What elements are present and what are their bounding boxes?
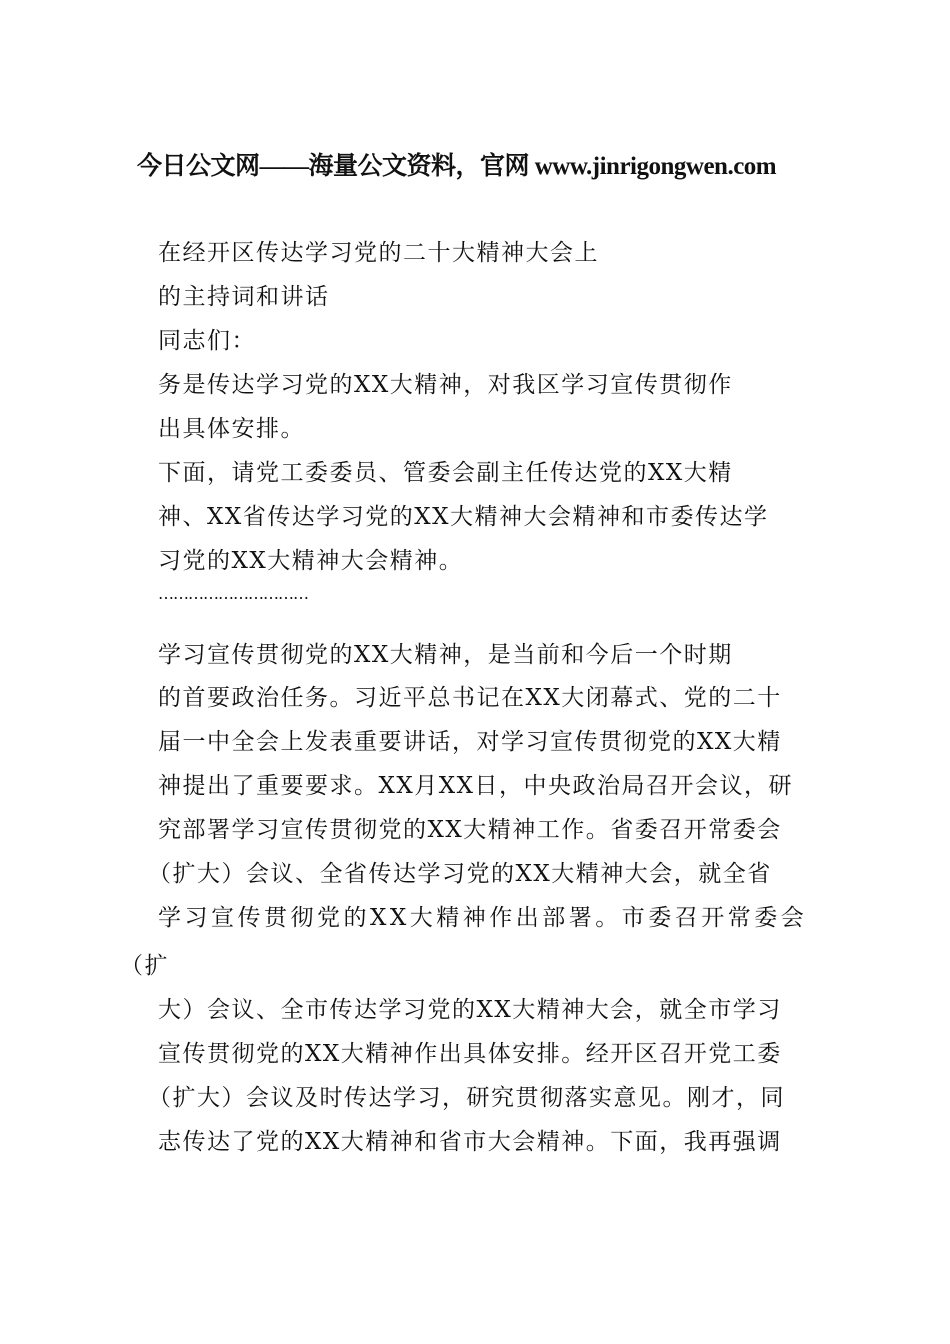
title-line-2: 的主持词和讲话	[158, 284, 330, 310]
ellipsis-separator: …………………………	[158, 584, 308, 603]
body-line: 志传达了党的XX大精神和省市大会精神。下面，我再强调	[158, 1129, 782, 1155]
body-line: 学习宣传贯彻党的XX大精神，是当前和今后一个时期	[158, 642, 733, 668]
body-line: 大）会议、全市传达学习党的XX大精神大会，就全市学习	[158, 997, 782, 1023]
site-header: 今日公文网——海量公文资料，官网 www.jinrigongwen.com	[137, 153, 777, 180]
body-line: 学习宣传贯彻党的XX大精神作出部署。市委召开常委会	[158, 905, 808, 931]
body-line: 出具体安排。	[158, 416, 305, 442]
body-line: 届一中全会上发表重要讲话，对学习宣传贯彻党的XX大精	[158, 729, 782, 755]
body-line: 同志们：	[158, 328, 256, 354]
body-line: （扩大）会议及时传达学习，研究贯彻落实意见。刚才，同	[148, 1085, 785, 1111]
body-line: 神提出了重要要求。XX月XX日，中央政治局召开会议，研	[158, 773, 793, 799]
body-line: （扩大）会议、全省传达学习党的XX大精神大会，就全省	[148, 861, 772, 887]
body-line: 务是传达学习党的XX大精神，对我区学习宣传贯彻作	[158, 372, 733, 398]
body-line: 神、XX省传达学习党的XX大精神大会精神和市委传达学	[158, 504, 769, 530]
body-line: 宣传贯彻党的XX大精神作出具体安排。经开区召开党工委	[158, 1041, 782, 1067]
body-line: 习党的XX大精神大会精神。	[158, 548, 464, 574]
body-line: 究部署学习宣传贯彻党的XX大精神工作。省委召开常委会	[158, 817, 782, 843]
body-line: 下面，请党工委委员、管委会副主任传达党的XX大精	[158, 460, 733, 486]
body-line: （扩	[120, 953, 169, 979]
title-line-1: 在经开区传达学习党的二十大精神大会上	[158, 240, 599, 266]
body-line: 的首要政治任务。习近平总书记在XX大闭幕式、党的二十	[158, 685, 782, 711]
